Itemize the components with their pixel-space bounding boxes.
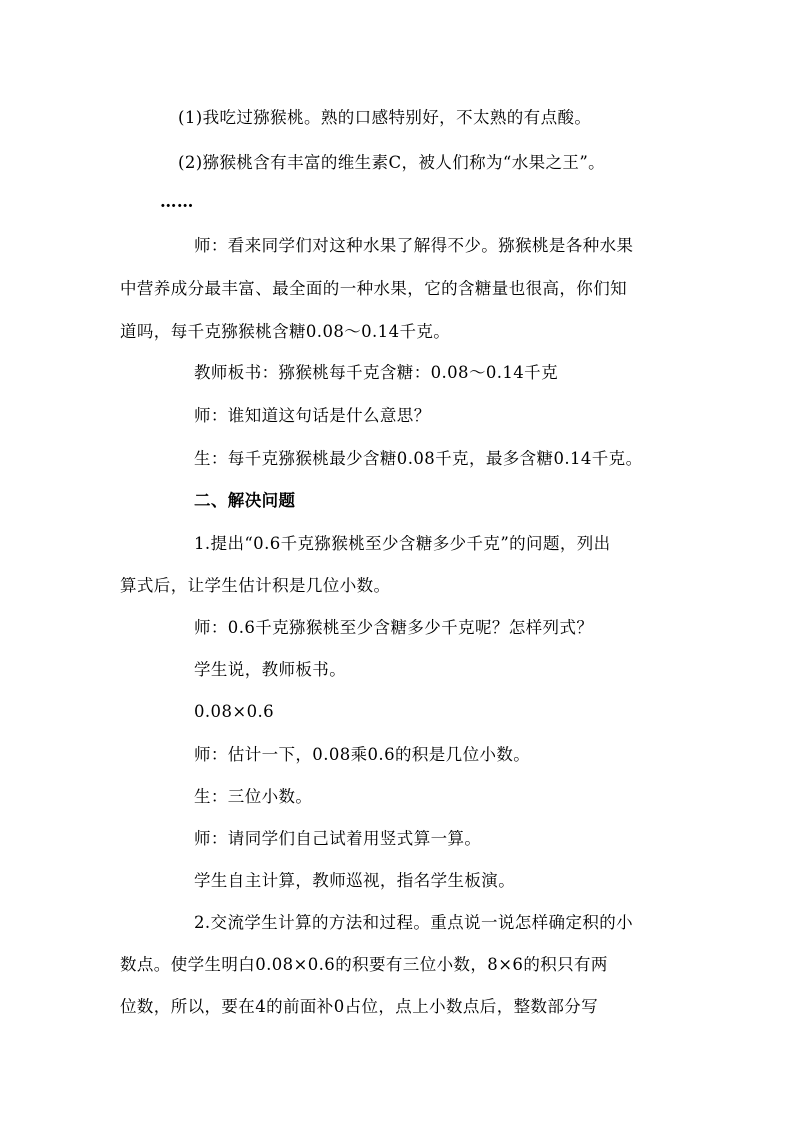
text-line-teacher-3: 师：0.6千克猕猴桃至少含糖多少千克呢？怎样列式？ <box>194 618 594 637</box>
text-line-teacher-5: 师：请同学们自己试着用竖式算一算。 <box>194 829 482 848</box>
text-line-expression: 0.08×0.6 <box>194 702 275 721</box>
text-line-teacher-4: 师：估计一下，0.08乘0.6的积是几位小数。 <box>194 745 531 764</box>
text-line-board-3: 学生自主计算，教师巡视，指名学生板演。 <box>194 871 516 890</box>
text-line-step-1b: 算式后，让学生估计积是几位小数。 <box>120 576 391 595</box>
text-line-ellipsis: …… <box>160 192 194 211</box>
text-line-teacher-1c: 道吗，每千克猕猴桃含糖0.08～0.14千克。 <box>120 322 451 341</box>
text-line-teacher-1b: 中营养成分最丰富、最全面的一种水果，它的含糖量也很高，你们知 <box>120 279 627 298</box>
section-heading: 二、解决问题 <box>194 491 296 510</box>
text-line-board-1: 教师板书：猕猴桃每千克含糖：0.08～0.14千克 <box>194 363 558 382</box>
text-line-step-2c: 位数，所以，要在4的前面补0占位，点上小数点后，整数部分写 <box>120 997 599 1016</box>
text-line-step-2a: 2.交流学生计算的方法和过程。重点说一说怎样确定积的小 <box>194 913 634 932</box>
text-line-step-1a: 1.提出“0.6千克猕猴桃至少含糖多少千克”的问题，列出 <box>194 534 611 553</box>
text-line-teacher-1a: 师：看来同学们对这种水果了解得不少。猕猴桃是各种水果 <box>194 236 634 255</box>
text-line-example-1: (1)我吃过猕猴桃。熟的口感特别好，不太熟的有点酸。 <box>178 108 592 127</box>
text-line-student-2: 生：三位小数。 <box>194 787 313 806</box>
text-line-student-1: 生：每千克猕猴桃最少含糖0.08千克，最多含糖0.14千克。 <box>194 449 643 468</box>
text-line-example-2: (2)猕猴桃含有丰富的维生素C，被人们称为“水果之王”。 <box>178 153 606 172</box>
text-line-step-2b: 数点。使学生明白0.08×0.6的积要有三位小数，8×6的积只有两 <box>120 955 608 974</box>
text-line-board-2: 学生说，教师板书。 <box>194 660 347 679</box>
text-line-teacher-2: 师：谁知道这句话是什么意思？ <box>194 406 431 425</box>
